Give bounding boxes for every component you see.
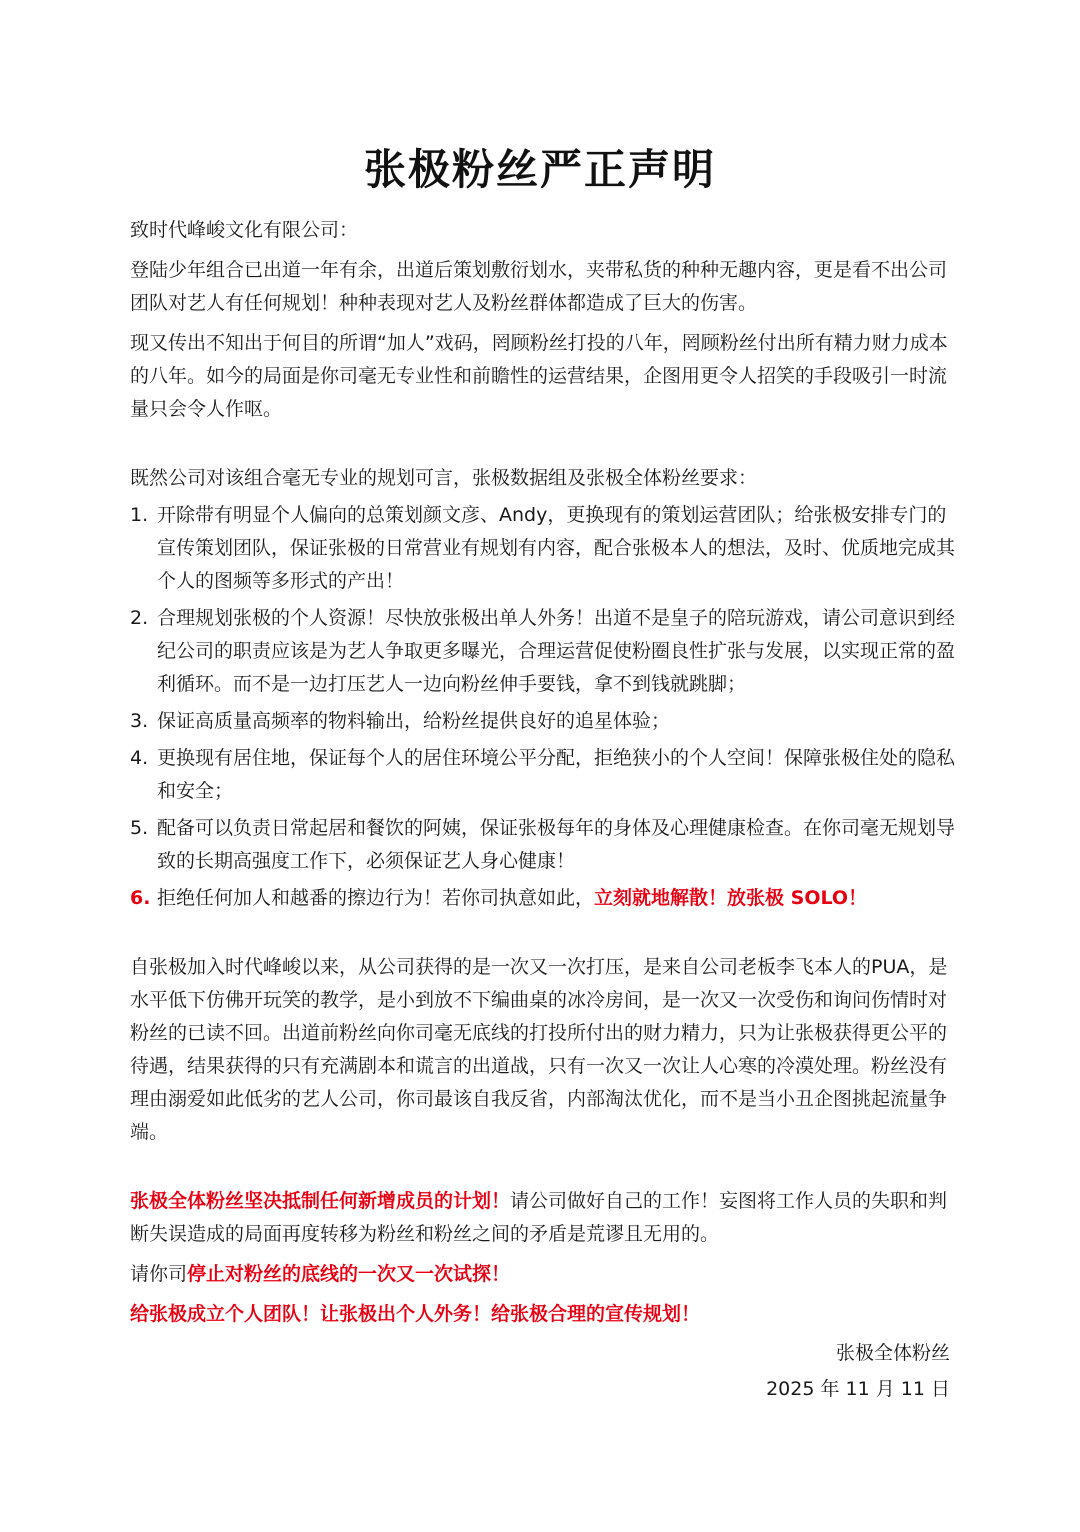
closing-1-highlight: 张极全体粉丝坚决抵制任何新增成员的计划！ [130, 1190, 511, 1212]
list-number: 1. [130, 504, 149, 526]
list-number: 3. [130, 710, 149, 732]
list-item-demand-6 [130, 882, 960, 915]
demands-intro: 既然公司对该组合毫无专业的规划可言，张极数据组及张极全体粉丝要求： [130, 467, 758, 489]
date: 2025 年 11 月 11 日 [766, 1378, 950, 1400]
paragraph-grievances: 自张极加入时代峰峻以来，从公司获得的是一次又一次打压，是来自公司老板李飞本人的PUA，是水平低下仿佛开玩笑的教学，是小到放不下编曲桌的冰冷房间，是一次又一次受伤和询问伤情时对粉丝的已读不回。出道前粉丝向你司毫无底线的打投所付出的财力精力，只为让张极获得更公平的待遇，结果获得的只有充满剧本和谎言的出道战，只有一次又一次让人心寒的冷漠处理。粉丝没有理由溺爱如此低劣的艺人公司，你司最该自我反省，内部淘汰优化，而不是当小丑企图挑起流量争端。 [130, 956, 948, 1143]
list-item [130, 812, 960, 878]
list-item [130, 742, 960, 808]
list-number: 2. [130, 607, 149, 629]
list-text: 配备可以负责日常起居和餐饮的阿姨，保证张极每年的身体及心理健康检查。在你司毫无规划导致的长期高强度工作下，必须保证艺人身心健康！ [157, 817, 956, 872]
closing-statement-2 [130, 1258, 960, 1291]
list-number: 5. [130, 817, 149, 839]
demand-6-text: 拒绝任何加人和越番的擦边行为！若你司执意如此， [157, 887, 595, 909]
demands-list [130, 499, 960, 915]
closing-statement-1 [130, 1185, 960, 1251]
list-item [130, 499, 960, 598]
list-text [157, 882, 960, 915]
signature-block [766, 1335, 950, 1407]
closing-2-text: 请你司 [130, 1263, 188, 1285]
demand-6-highlight: 立刻就地解散！放张极 SOLO！ [594, 887, 868, 909]
closing-statement-3: 给张极成立个人团队！让张极出个人外务！给张极合理的宣传规划！ [130, 1303, 701, 1325]
closing-2-highlight: 停止对粉丝的底线的一次又一次试探！ [187, 1263, 511, 1285]
list-text: 保证高质量高频率的物料输出，给粉丝提供良好的追星体验； [157, 710, 671, 732]
closing-1-text: 请公司做好自己的工作！妄图将工作人员的失职和判断失误造成的局面再度转移为粉丝和粉丝之间的矛盾是荒谬且无用的。 [130, 1190, 948, 1245]
list-text: 开除带有明显个人偏向的总策划颜文彦、Andy，更换现有的策划运营团队；给张极安排专门的宣传策划团队，保证张极的日常营业有规划有内容，配合张极本人的想法，及时、优质地完成其个人的图频等多形式的产出！ [157, 504, 956, 592]
list-item [130, 602, 960, 701]
list-number: 6. [130, 887, 151, 909]
paragraph-accusation: 现又传出不知出于何目的所谓“加人”戏码，罔顾粉丝打投的八年，罔顾粉丝付出所有精力财力成本的八年。如今的局面是你司毫无专业性和前瞻性的运营结果，企图用更令人招笑的手段吸引一时流量只会令人作呕。 [130, 332, 948, 420]
statement-body [130, 214, 960, 1331]
list-text: 更换现有居住地，保证每个人的居住环境公平分配，拒绝狭小的个人空间！保障张极住处的隐私和安全； [157, 747, 956, 802]
page-title: 张极粉丝严正声明 [363, 145, 716, 194]
paragraph-intro: 登陆少年组合已出道一年有余，出道后策划敷衍划水，夹带私货的种种无趣内容，更是看不出公司团队对艺人有任何规划！种种表现对艺人及粉丝群体都造成了巨大的伤害。 [130, 259, 948, 314]
list-number: 4. [130, 747, 149, 769]
list-text: 合理规划张极的个人资源！尽快放张极出单人外务！出道不是皇子的陪玩游戏，请公司意识到经纪公司的职责应该是为艺人争取更多曝光，合理运营促使粉圈良性扩张与发展，以实现正常的盈利循环。而不是一边打压艺人一边向粉丝伸手要钱，拿不到钱就跳脚； [157, 607, 956, 695]
signature: 张极全体粉丝 [835, 1342, 950, 1364]
salutation: 致时代峰峻文化有限公司： [130, 219, 359, 241]
list-item [130, 705, 960, 738]
